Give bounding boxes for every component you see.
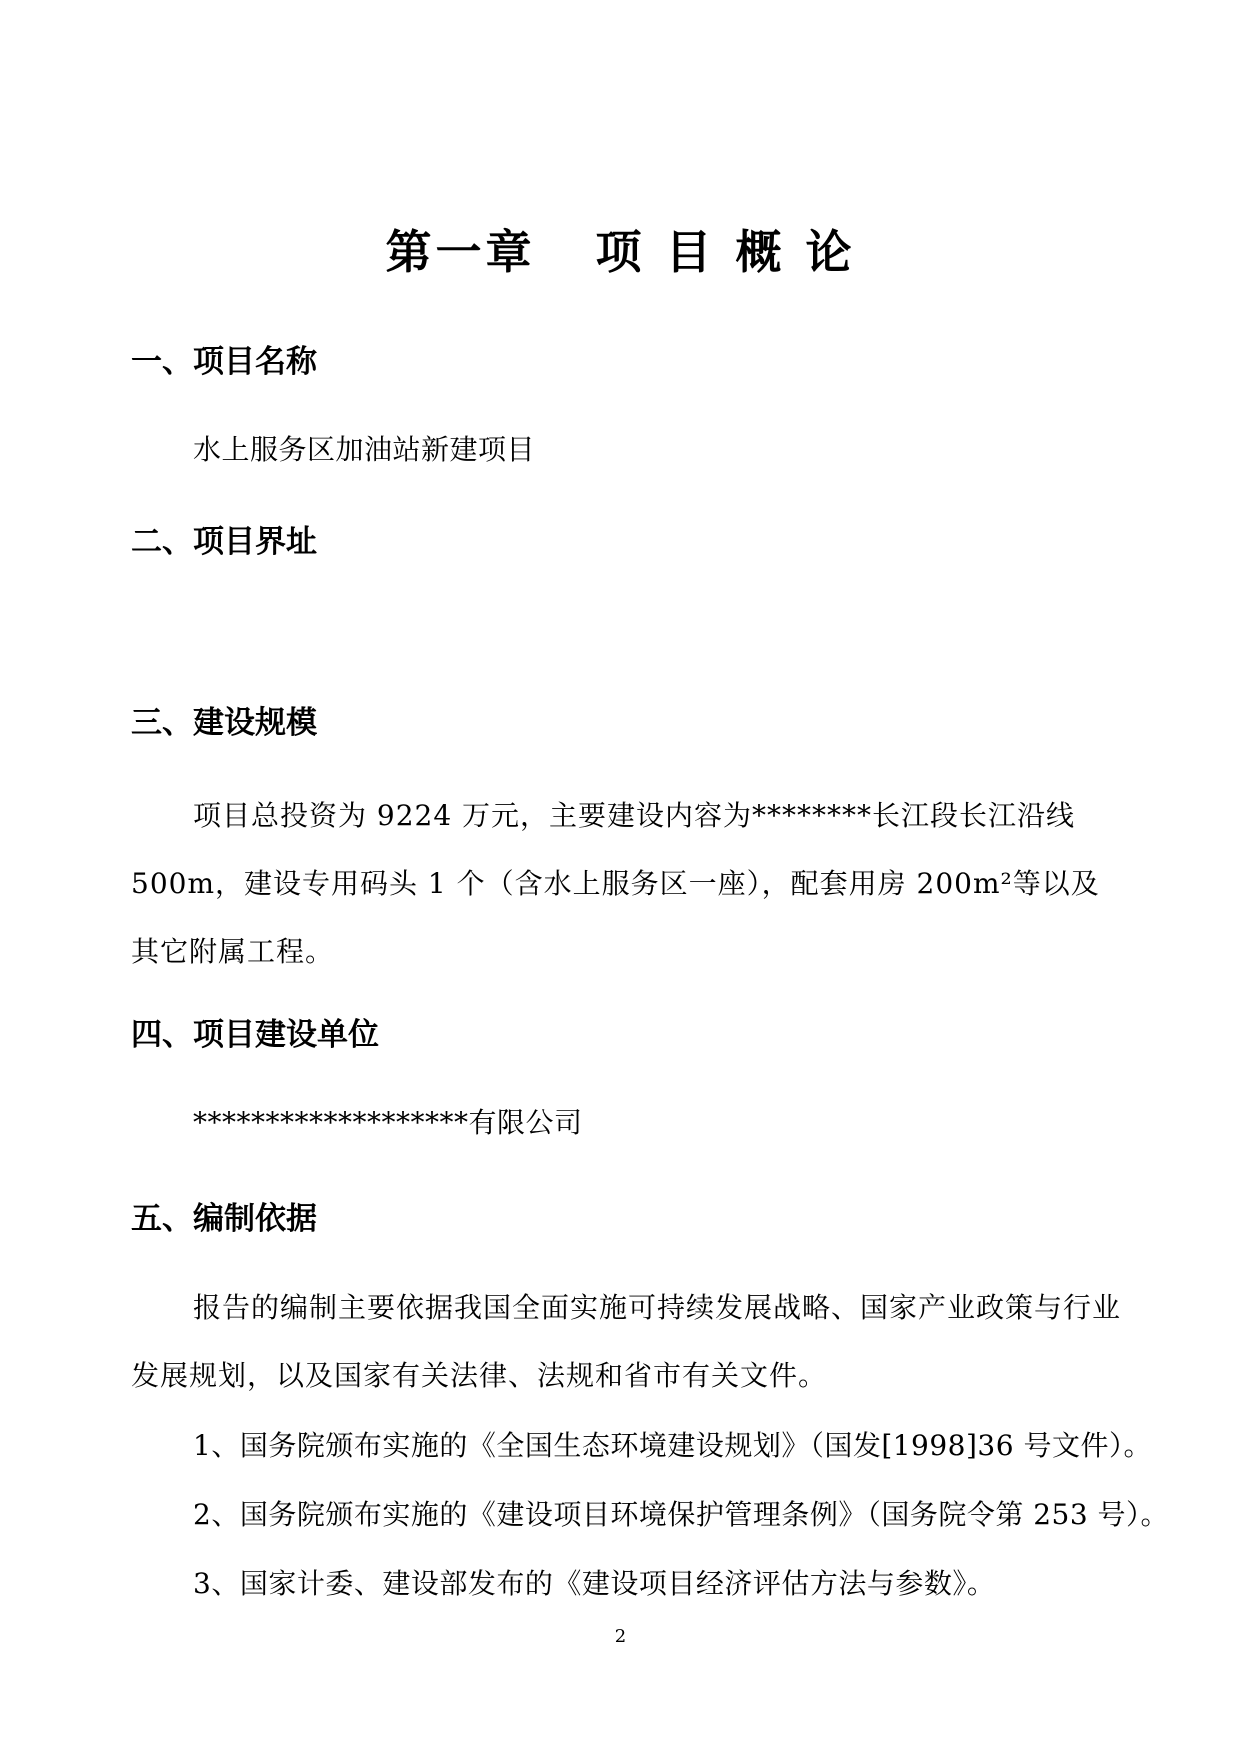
section-heading-project-name: 一、项目名称 — [131, 344, 317, 380]
basis-list-item: 3、国家计委、建设部发布的《建设项目经济评估方法与参数》。 — [193, 1567, 996, 1600]
section-heading-compilation-basis: 五、编制依据 — [131, 1201, 317, 1237]
basis-list-item: 2、国务院颁布实施的《建设项目环境保护管理条例》（国务院令第 253 号）。 — [193, 1498, 1170, 1531]
construction-unit-text: *******************有限公司 — [193, 1106, 583, 1139]
section-heading-construction-unit: 四、项目建设单位 — [131, 1017, 379, 1053]
section-heading-construction-scale: 三、建设规模 — [131, 705, 317, 741]
page-number: 2 — [614, 1626, 627, 1647]
section-heading-project-site: 二、项目界址 — [131, 524, 317, 560]
project-name-text: 水上服务区加油站新建项目 — [193, 433, 536, 466]
compilation-basis-paragraph: 报告的编制主要依据我国全面实施可持续发展战略、国家产业政策与行业发展规划，以及国家有关法律、法规和省市有关文件。 — [131, 1291, 1122, 1392]
basis-list-item: 1、国务院颁布实施的《全国生态环境建设规划》（国发[1998]36 号文件）。 — [193, 1429, 1152, 1462]
chapter-title: 第一章 项 目 概 论 — [385, 225, 856, 279]
construction-scale-paragraph: 项目总投资为 9224 万元，主要建设内容为********长江段长江沿线 500m，建设专用码头 1 个（含水上服务区一座），配套用房 200m²等以及其它附属工程。 — [131, 799, 1100, 968]
